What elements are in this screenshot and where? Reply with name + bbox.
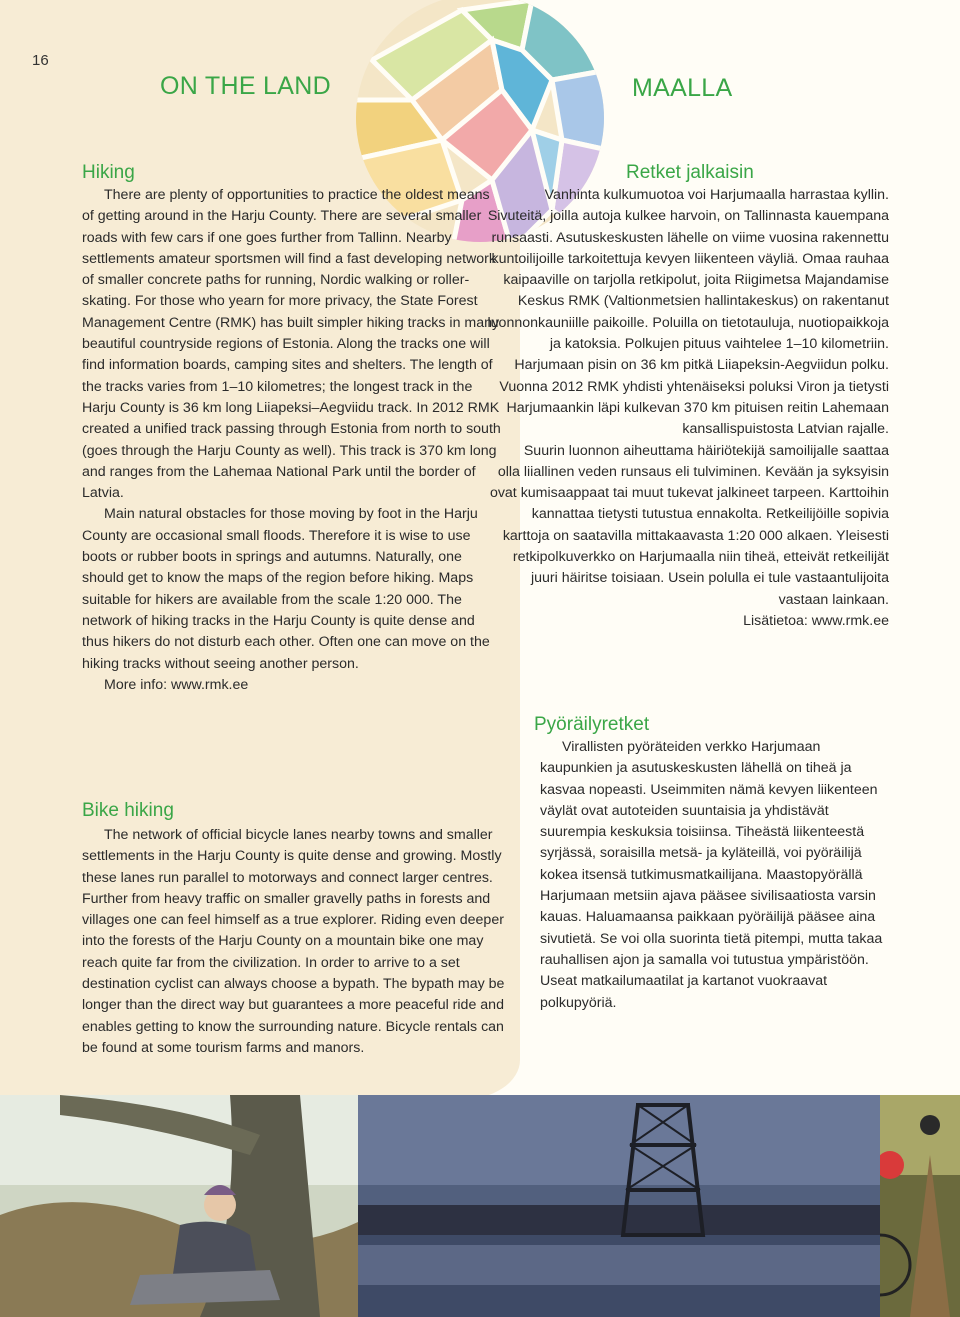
paragraph: Virallisten pyöräteiden verkko Harjumaan kaupunkien ja asutuskeskusten lähellä on tiheä ja kasvaa nopeasti. Useimmiten nämä kevyen liikenteen väylät ovat autoteiden suuntaisia ja yhdistävät suurempia keskuksia toisiinsa. Tiheästä liikenteestä syrjässä, soraisilla metsä- ja kyläteillä, voi pyöräilijä kokea itsensä tutkimusmatkailijana. Maastopyörällä Harjumaan metsiin ajava pääsee sivilisaatiosta varsin kauas. Haluamaansa paikkaan pyöräilijä pääsee aina sivutietä. Se voi olla suorinta tietä pitempi, mutta takaa rauhallisen ajon ja samalla voi tutustua ympäristöön. Useat matkailumaatilat ja kartanot vuokraavat polkupyöriä. [540, 739, 883, 1011]
photo-cyclists-on-forest-path [880, 1095, 960, 1317]
paragraph: Vanhinta kulkumuotoa voi Harjumaalla harrastaa kyllin. Sivuteitä, joilla autoja kulkee harvoin, on Tallinnasta kauempana runsaasti. Asutuskeskusten lähelle on viime vuosina rakennettu kuntoilijoille tarkoitettuja kevyen liikenteen väyliä. Omaa rauhaa kaipaaville on tarjolla retkipolut, joita Riigimetsa Majandamise Keskus RMK (Valtionmetsien hallintakeskus) on rakentanut luonnonkauniille paikoille. Poluilla on tietotauluja, nuotiopaikkoja ja katoksia. Polkujen pituus vaihtelee 1–10 kilometriin. Harjumaan pisin on 36 km pitkä Liiapeksin-Aegviidun polku. Vuonna 2012 RMK yhdisti yhtenäiseksi poluksi Viron ja tietysti Harjumaankin läpi kulkevan 370 km pituisen reitin Lahemaan kansallispuistosta Latvian rajalle. [487, 187, 889, 438]
heading-english: ON THE LAND [160, 72, 331, 100]
more-info-link[interactable]: More info: www.rmk.ee [104, 676, 249, 693]
section-title-pyorailyretket: Pyöräilyretket [534, 714, 650, 735]
finnish-bike-text [540, 737, 890, 1014]
paragraph: Suurin luonnon aiheuttama häiriötekijä samoilijalle saattaa olla liiallinen veden runsaus eli tulviminen. Kevään ja syksyisin ovat kumisaappaat tai muut tukevat jalkineet tarpeen. Karttoihin kannattaa tietysti tutustua ennakolta. Retkeilijöille sopivia karttoja on saatavilla mittakaavasta 1:20 000 alkaen. Yleisesti retkipolkuverkko on Harjumaalla niin tiheä, etteivät retkeilijät juuri häiritse toisiaan. Usein polulla ei tule vastaantulijoita vastaan lainkaan. [489, 442, 889, 608]
paragraph: Main natural obstacles for those moving by foot in the Harju County are occasional small floods. Therefore it is wise to use boots or rubber boots in springs and autumns. Naturally, one should get to know the maps of the region before hiking. Maps suitable for hikers are available from the scale 1:20 000. The network of hiking tracks in the Harju County is quite dense and thus hikers do not disturb each other. Often one can move on the hiking tracks without seeing another person. [82, 506, 490, 672]
english-bike-text [82, 825, 510, 1059]
section-title-retket-jalkaisin: Retket jalkaisin [626, 162, 754, 183]
photo-observation-tower-at-dusk [358, 1095, 898, 1317]
section-title-bike-hiking: Bike hiking [82, 800, 174, 821]
paragraph: The network of official bicycle lanes nearby towns and smaller settlements in the Harju County is quite dense and growing. Mostly these lanes run parallel to motorways and connect larger centres. Further from heavy traffic on smaller gravelly paths in forests and villages one can feel himself as a true explorer. Riding even deeper into the forests of the Harju County on a mountain bike one may reach quite far from the civilization. In order to arrive to a set destination cyclist can always choose a bypath. The bypath may be longer than the direct way but guarantees a more peaceful ride and enables getting to know the surrounding nature. Bicycle rentals can be found at some tourism farms and manors. [82, 827, 505, 1056]
more-info-link[interactable]: Lisätietoa: www.rmk.ee [743, 612, 889, 629]
section-title-hiking: Hiking [82, 162, 135, 183]
paragraph: There are plenty of opportunities to practice the oldest means of getting around in the Harju County. There are several smaller roads with few cars if one goes further from Tallinn. Nearby settlements amateur sportsmen will find a fast developing network of smaller concrete paths for running, Nordic walking or roller-skating. For those who yearn for more privacy, the State Forest Management Centre (RMK) has built simpler hiking tracks in many beautiful countryside regions of Estonia. Along the tracks one will find information boards, camping sites and shelters. The length of the tracks varies from 1–10 kilometres; the longest track in the Harju County is 36 km long Liiapeksi–Aegviidu track. In 2012 RMK created a unified track passing through Estonia from north to south (goes through the Harju County as well). This track is 370 km long and ranges from the Lahemaa National Park until the border of Latvia. [82, 187, 501, 502]
page-number: 16 [32, 52, 49, 69]
photo-woman-resting-by-tree [0, 1095, 372, 1317]
english-hiking-text [82, 185, 502, 696]
finnish-hiking-text [484, 185, 889, 632]
heading-finnish: MAALLA [632, 74, 733, 102]
photo-strip [0, 1095, 960, 1317]
